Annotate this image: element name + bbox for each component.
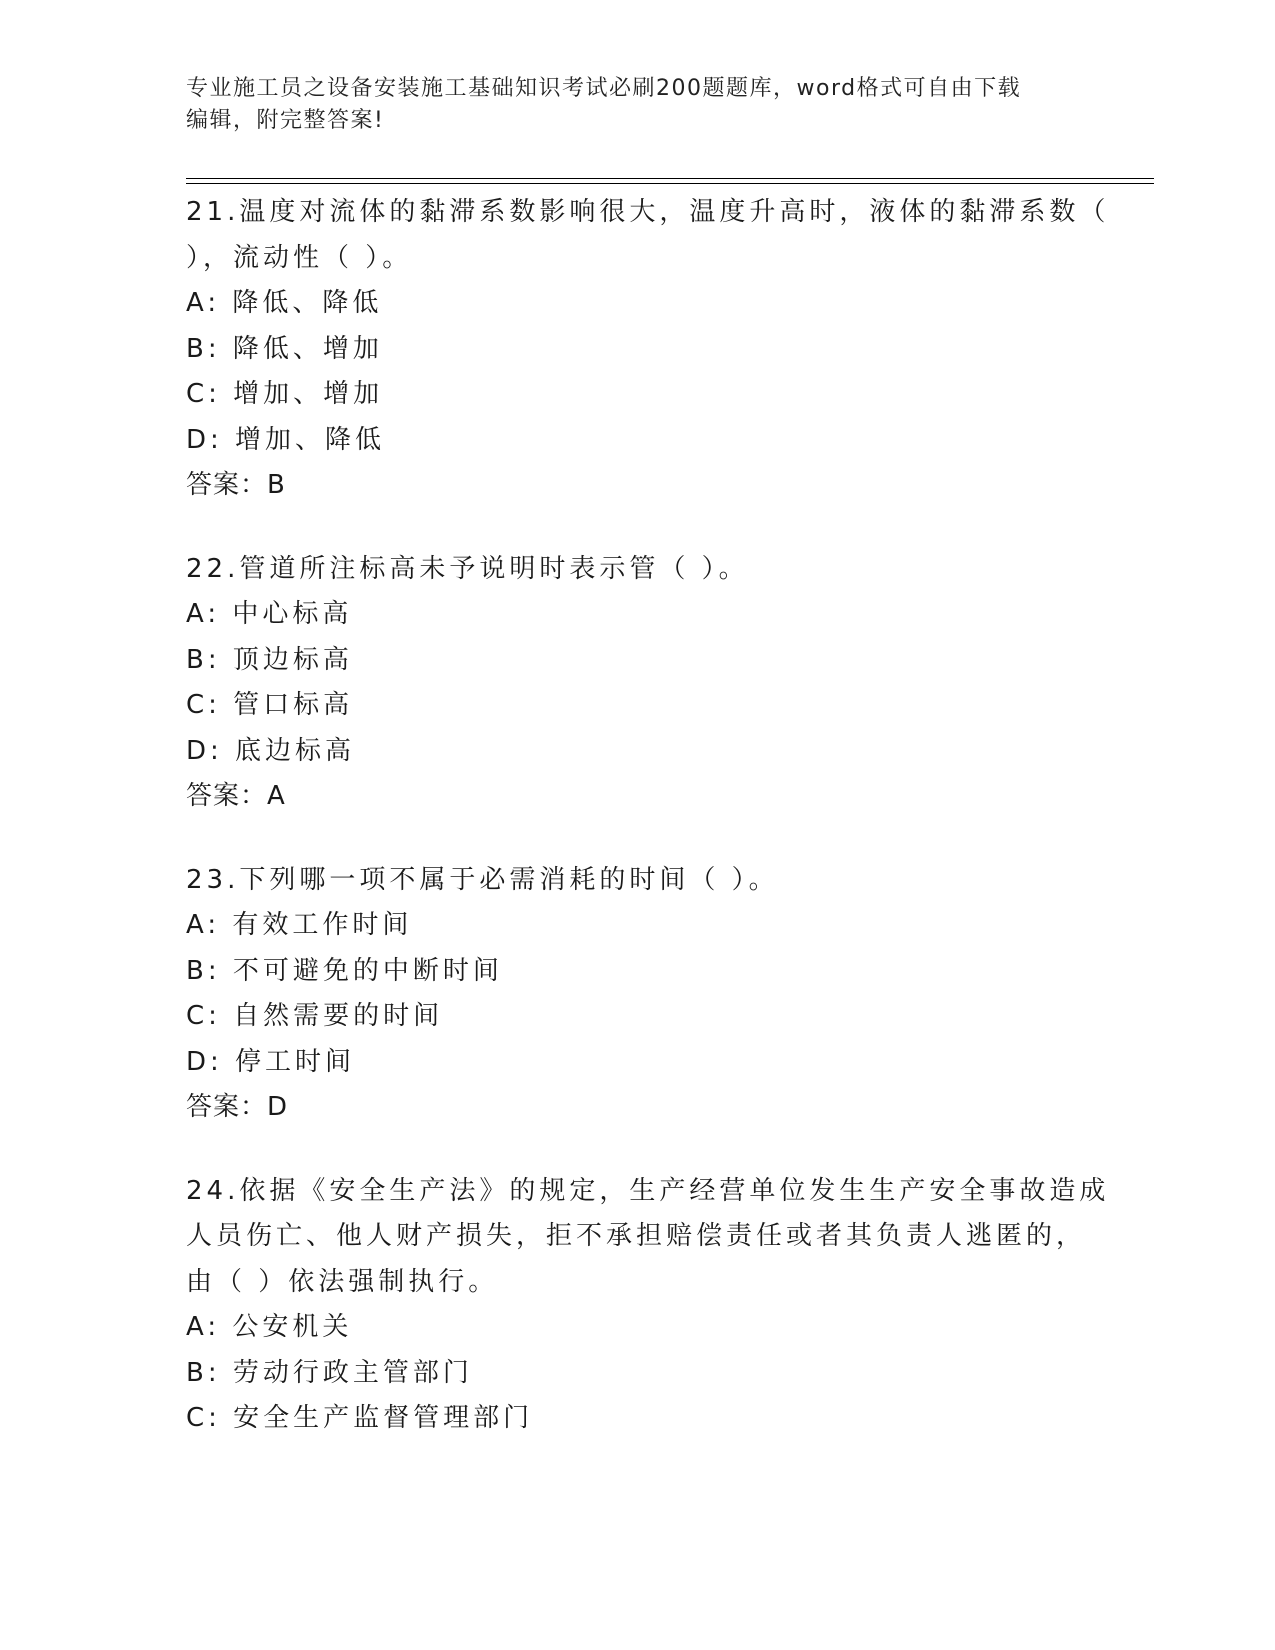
question-22 bbox=[186, 547, 1086, 820]
document-header bbox=[186, 73, 1086, 137]
header-title-line-1: 专业施工员之设备安装施工基础知识考试必刷200题题库，word格式可自由下载 bbox=[186, 76, 1022, 101]
stem-line: 人员伤亡、他人财产损失，拒不承担赔偿责任或者其负责人逃匿的， bbox=[186, 1221, 1087, 1251]
option-b: B: 不可避免的中断时间 bbox=[186, 955, 503, 986]
header-divider-bottom bbox=[186, 183, 1154, 184]
option-c: C: 增加、增加 bbox=[186, 379, 384, 409]
question-stem bbox=[186, 190, 1110, 281]
option-b: B: 顶边标高 bbox=[186, 644, 353, 675]
question-stem bbox=[186, 547, 1086, 593]
option-d: D: 停工时间 bbox=[186, 1046, 356, 1077]
option-c: C: 管口标高 bbox=[186, 690, 354, 720]
answer-line: 答案：B bbox=[186, 470, 286, 500]
stem-line: 23.下列哪一项不属于必需消耗的时间（ ）。 bbox=[186, 864, 779, 895]
option-b: B: 降低、增加 bbox=[186, 333, 383, 364]
option-c: C: 安全生产监督管理部门 bbox=[186, 1403, 534, 1433]
answer-line: 答案：D bbox=[186, 1092, 289, 1122]
question-21 bbox=[186, 190, 1110, 509]
question-stem bbox=[186, 858, 1086, 904]
stem-line: 24.依据《安全生产法》的规定，生产经营单位发生生产安全事故造成 bbox=[186, 1175, 1110, 1206]
question-list bbox=[186, 190, 1110, 1480]
option-b: B: 劳动行政主管部门 bbox=[186, 1357, 473, 1388]
stem-line: ），流动性（ ）。 bbox=[186, 242, 413, 273]
answer-line: 答案：A bbox=[186, 781, 286, 811]
option-a: A: 中心标高 bbox=[186, 599, 353, 629]
header-title-line-2: 编辑，附完整答案! bbox=[186, 108, 385, 133]
question-23 bbox=[186, 858, 1086, 1131]
option-a: A: 公安机关 bbox=[186, 1312, 353, 1342]
option-d: D: 增加、降低 bbox=[186, 424, 386, 455]
question-stem bbox=[186, 1169, 1110, 1306]
option-c: C: 自然需要的时间 bbox=[186, 1001, 444, 1031]
option-a: A: 降低、降低 bbox=[186, 288, 383, 318]
stem-line: 21.温度对流体的黏滞系数影响很大，温度升高时，液体的黏滞系数（ bbox=[186, 197, 1110, 227]
option-d: D: 底边标高 bbox=[186, 735, 356, 766]
option-a: A: 有效工作时间 bbox=[186, 910, 413, 940]
stem-line: 由（ ）依法强制执行。 bbox=[186, 1266, 499, 1297]
header-divider-top bbox=[186, 178, 1154, 179]
question-24 bbox=[186, 1169, 1110, 1442]
stem-line: 22.管道所注标高未予说明时表示管（ ）。 bbox=[186, 553, 749, 584]
